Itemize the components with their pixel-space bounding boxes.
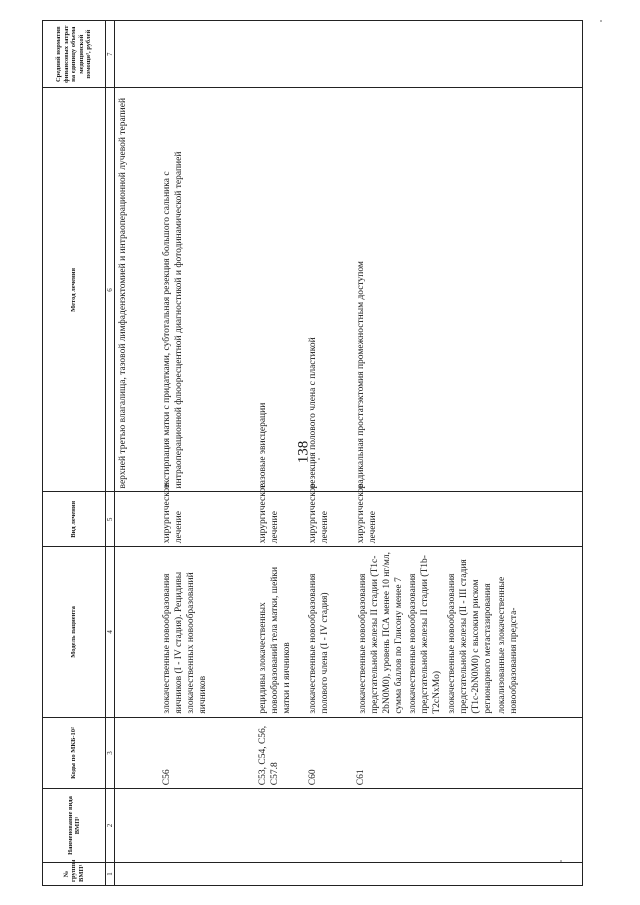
table-row (159, 21, 255, 886)
patient-model-line: локализованные злокачественные новообразования предста- (497, 576, 520, 714)
icd-code-cell: C56 (159, 717, 255, 789)
column-number: 2 (106, 789, 115, 863)
patient-model-cell: злокачественные новообразования полового члена (I - IV стадия) (305, 547, 353, 717)
header-vmp-name: Наименование вида ВМП¹ (43, 789, 106, 863)
vmp-name-cell (255, 789, 305, 863)
table-row (255, 21, 305, 886)
header-treatment-type: Вид лечения (43, 492, 106, 547)
column-number: 1 (106, 862, 115, 885)
vmp-name-cell (353, 789, 583, 863)
treatment-type-cell: хирургическое лечение (159, 492, 255, 547)
patient-model-cell: рецидивы злокачественных новообразований тела матки, шейки матки и яичников (255, 547, 305, 717)
icd-code-cell: C61 (353, 717, 583, 789)
column-number: 6 (106, 88, 115, 492)
cost-cell (305, 21, 353, 88)
column-number-row (106, 21, 115, 886)
vmp-name-cell (115, 789, 159, 863)
page-number: 138 (295, 440, 312, 464)
icd-code-cell (115, 717, 159, 789)
group-cell (115, 862, 159, 885)
patient-model-cell (159, 547, 255, 717)
column-number: 7 (106, 21, 115, 88)
treatment-type-cell: хирургическое лечение (353, 492, 583, 547)
treatment-method-cell: экстирпация матки с придатками, субтотальная резекция большого сальника с интраоперационной флюоресцентной диагностикой и фотодинамической терапией (159, 88, 255, 492)
patient-model-cell (353, 547, 583, 717)
icd-code-cell: C60 (305, 717, 353, 789)
rotated-table-region (42, 20, 582, 886)
patient-model-line: злокачественные новообразования предстательной железы II стадии (T1b-T2cNxMo) (408, 555, 443, 714)
treatment-type-cell: хирургическое лечение (255, 492, 305, 547)
header-group-number: № группы ВМП¹ (43, 862, 106, 885)
patient-model-line: злокачественные новообразования предстательной железы (II - III стадия (T1c-2bN0M0) с высоким риском регионарного метастазирования (446, 559, 494, 714)
header-patient-model: Модель пациента (43, 547, 106, 717)
group-cell (159, 862, 255, 885)
treatment-method-cell: верхней третью влагалища, тазовой лимфаденэктомией и интраоперационной лучевой терапией (115, 88, 159, 492)
cost-cell (255, 21, 305, 88)
cost-cell (353, 21, 583, 88)
treatment-type-cell: хирургическое лечение (305, 492, 353, 547)
patient-model-line: злокачественные новообразования предстательной железы II стадии (T1c-2bN0M0), уровень ПСА менее 10 нг/мл, сумма баллов по Глисону менее 7 (357, 552, 404, 714)
column-number: 5 (106, 492, 115, 547)
scan-speck (318, 458, 320, 460)
cost-cell (159, 21, 255, 88)
table-row (353, 21, 583, 886)
treatment-method-cell: резекция полового члена с пластикой (305, 88, 353, 492)
patient-model-cell (115, 547, 159, 717)
column-number: 3 (106, 717, 115, 789)
patient-model-line: Рецидивы злокачественных новообразований яичников (173, 571, 208, 714)
table-row (115, 21, 159, 886)
scan-speck (560, 860, 562, 862)
cost-cell (115, 21, 159, 88)
icd-code-cell: C53, C54, C56, C57.8 (255, 717, 305, 789)
group-cell (255, 862, 305, 885)
treatment-method-cell: радикальная простатэктомия промежностным доступом (353, 88, 583, 492)
header-cost-norm: Средний норматив финансовых затрат на единицу объема медицинской помощи³, рублей (43, 21, 106, 88)
treatment-method-cell: тазовые эвисцерации (255, 88, 305, 492)
header-row (43, 21, 106, 886)
treatment-type-cell (115, 492, 159, 547)
header-treatment-method: Метод лечения (43, 88, 106, 492)
group-cell (353, 862, 583, 885)
vmp-name-cell (159, 789, 255, 863)
table-row (305, 21, 353, 886)
group-cell (305, 862, 353, 885)
column-number: 4 (106, 547, 115, 717)
header-icd-codes: Коды по МКБ-10² (43, 717, 106, 789)
vmp-table (42, 20, 583, 886)
scan-speck (600, 20, 602, 22)
patient-model-line: злокачественные новообразования яичников (I - IV стадия). (161, 573, 184, 714)
vmp-name-cell (305, 789, 353, 863)
